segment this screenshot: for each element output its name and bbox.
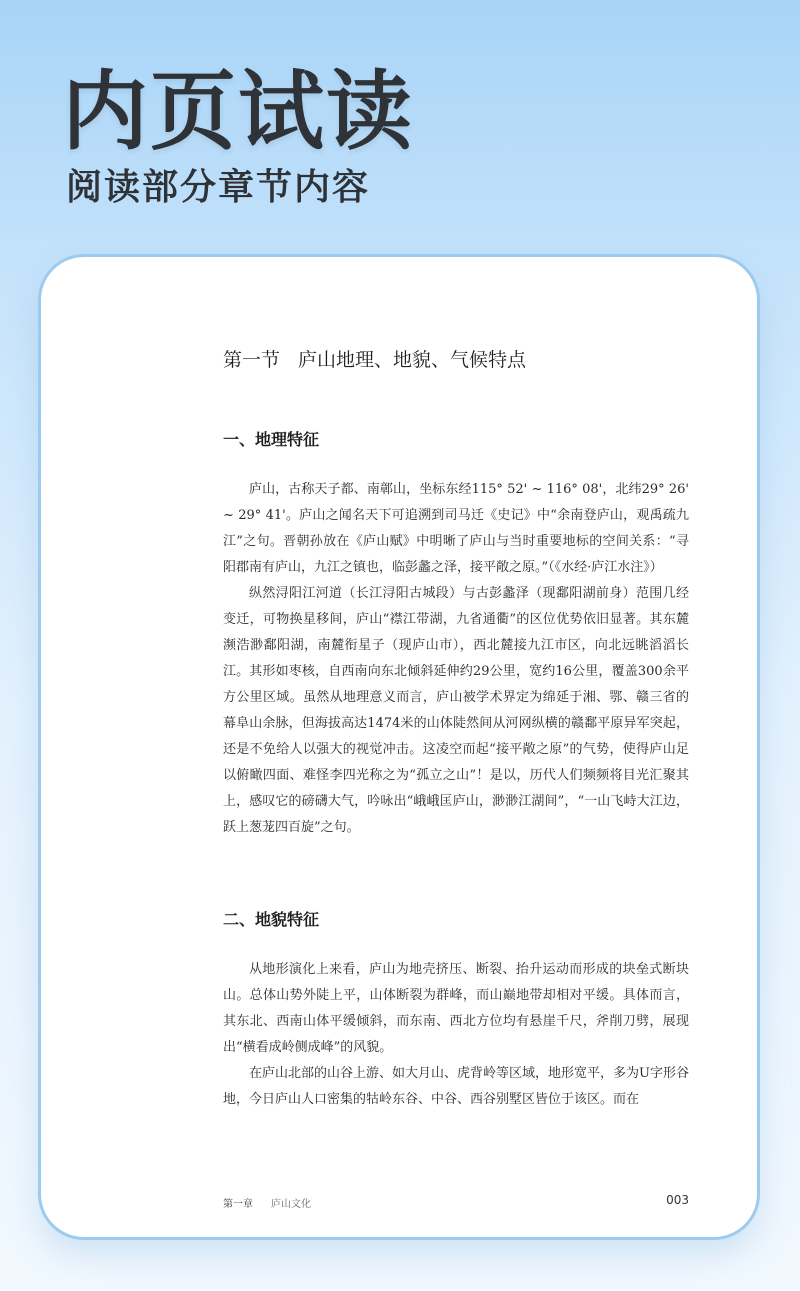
paragraph: 纵然浔阳江河道（长江浔阳古城段）与古彭蠡泽（现鄱阳湖前身）范围几经变迁，可物换星移间，庐山“襟江带湖，九省通衢”的区位优势依旧显著。其东麓濒浩渺鄱阳湖，南麓衔星子（现庐山市），西北麓接九江市区，向北远眺滔滔长江。其形如枣核，自西南向东北倾斜延伸约29公里，宽约16公里，覆盖300余平方公里区域。虽然从地理意义而言，庐山被学术界定为绵延于湘、鄂、赣三省的幕阜山余脉，但海拔高达1474米的山体陡然间从河网纵横的赣鄱平原异军突起，还是不免给人以强大的视觉冲击。这凌空而起“接平敞之原”的气势，使得庐山足以俯瞰四面、难怪李四光称之为“孤立之山”！是以，历代人们频频将目光汇聚其上，感叹它的磅礴大气，吟咏出“峨峨匡庐山，渺渺江湖间”，“一山飞峙大江边，跃上葱茏四百旋”之句。: [223, 586, 689, 835]
page-preview-card: [38, 254, 760, 1240]
hero-subtitle: 阅读部分章节内容: [66, 167, 371, 208]
footer-book-title: 庐山文化: [271, 1199, 311, 1210]
subsection-body-landform: [223, 957, 689, 1113]
section-title: [223, 345, 526, 372]
page-footer: [223, 1195, 311, 1210]
page-number: 003: [666, 1193, 689, 1207]
subsection-heading-landform: 二、地貌特征: [223, 910, 320, 929]
hero-title: 内页试读: [62, 62, 414, 162]
subsection-heading-geography: 一、地理特征: [223, 430, 320, 449]
subsection-body-geography: [223, 477, 689, 841]
paragraph: 庐山，古称天子都、南鄣山，坐标东经115° 52' ~ 116° 08'，北纬29° 26' ~ 29° 41'。庐山之闻名天下可追溯到司马迁《史记》中“余南登庐山，观禹疏九江”之句。晋朝孙放在《庐山赋》中明晰了庐山与当时重要地标的空间关系：“寻阳郡南有庐山，九江之镇也，临彭蠡之泽，接平敞之原。”（《水经·庐江水注》）: [223, 482, 689, 575]
section-number: 第一节: [223, 349, 281, 371]
section-title-text: 庐山地理、地貌、气候特点: [298, 349, 527, 371]
footer-chapter: 第一章: [223, 1199, 253, 1210]
paragraph: 从地形演化上来看，庐山为地壳挤压、断裂、抬升运动而形成的块垒式断块山。总体山势外陡上平，山体断裂为群峰，而山巅地带却相对平缓。具体而言，其东北、西南山体平缓倾斜，而东南、西北方位均有悬崖千尺，斧削刀劈，展现出“横看成岭侧成峰”的风貌。: [223, 962, 689, 1055]
paragraph: 在庐山北部的山谷上游、如大月山、虎背岭等区域，地形宽平，多为U字形谷地，今日庐山人口密集的牯岭东谷、中谷、西谷别墅区皆位于该区。而在: [223, 1066, 689, 1107]
